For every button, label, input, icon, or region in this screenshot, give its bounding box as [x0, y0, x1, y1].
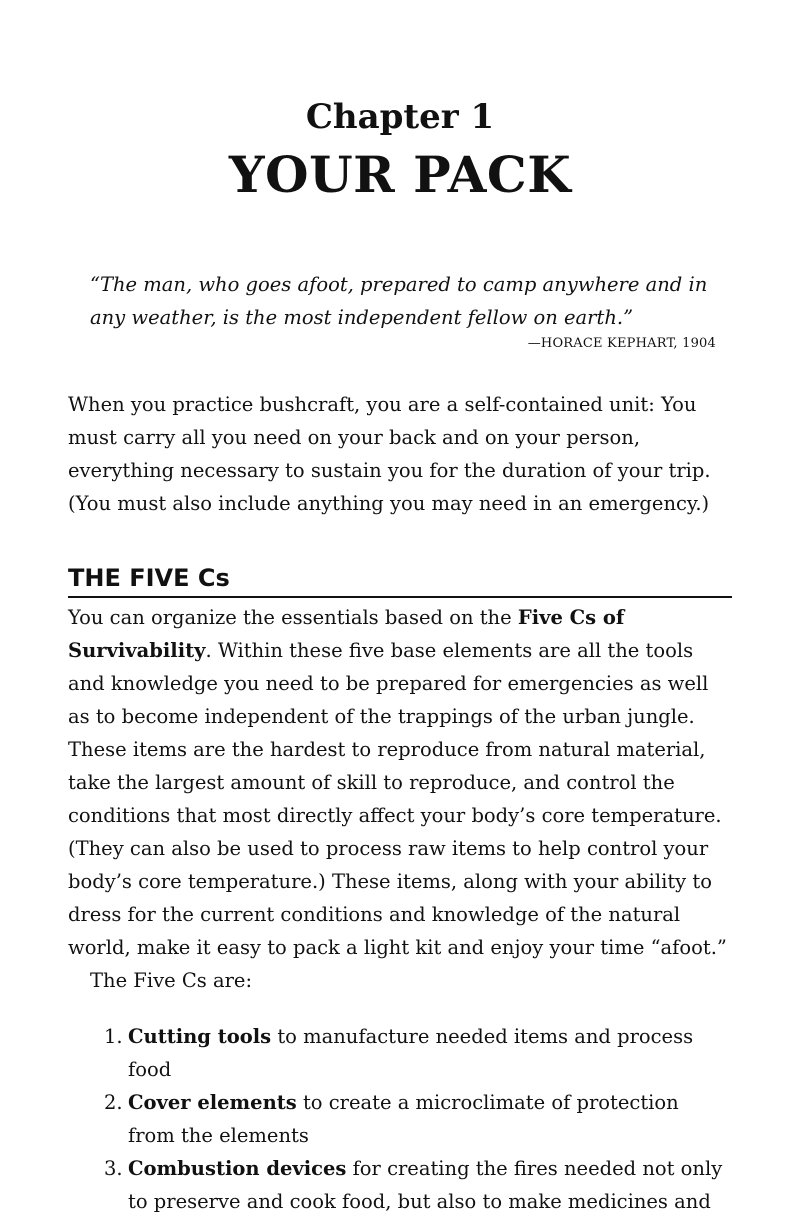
- list-item-number: 1.: [104, 1025, 123, 1048]
- list-item-text: to manufacture needed items and process food: [128, 1025, 694, 1081]
- epigraph-attribution: —HORACE KEPHART, 1904: [527, 336, 716, 351]
- body-paragraph-bold: Five Cs of Survivability: [68, 606, 625, 662]
- intro-paragraph: When you practice bushcraft, you are a self-contained unit: You must carry all you need on your back and on your person, everything necessary to sustain you for the duration of your trip. (You must also include anything you may need in an emergency.): [68, 393, 711, 515]
- section-heading: THE FIVE Cs: [68, 560, 732, 598]
- epigraph: [90, 268, 730, 354]
- list-lead-in: The Five Cs are:: [90, 969, 253, 992]
- body-paragraph: [68, 601, 734, 964]
- five-cs-list: [0, 1020, 800, 1218]
- list-item-text: to create a microclimate of protection from the elements: [128, 1091, 679, 1147]
- list-item-term: Combustion devices: [128, 1157, 347, 1180]
- list-item-term: Cutting tools: [128, 1025, 272, 1048]
- list-item-text: for creating the fires needed not only to preserve and cook food, but also to make medicines and: [128, 1157, 723, 1213]
- list-item-number: 3.: [104, 1157, 123, 1180]
- list-item-term: Cover elements: [128, 1091, 297, 1114]
- list-item: [0, 1152, 728, 1218]
- chapter-title: YOUR PACK: [228, 145, 572, 204]
- body-paragraph-start: You can organize the essentials based on the: [68, 606, 518, 629]
- list-item: [0, 1086, 728, 1152]
- list-item-number: 2.: [104, 1091, 123, 1114]
- epigraph-quote: “The man, who goes afoot, prepared to camp anywhere and in any weather, is the most independent fellow on earth.”: [90, 273, 708, 329]
- body-paragraph-rest: . Within these five base elements are all the tools and knowledge you need to be prepared for emergencies as well as to become independent of the trappings of the urban jungle. These items are the hardest to reproduce from natural material, take the largest amount of skill to reproduce, and control the conditions that most directly affect your body’s core temperature. (They can also be used to process raw items to help control your body’s core temperature.) These items, along with your ability to dress for the current conditions and knowledge of the natural world, make it easy to pack a light kit and enjoy your time “afoot.”: [68, 639, 727, 959]
- list-item: [0, 1020, 728, 1086]
- chapter-label: Chapter 1: [305, 97, 495, 137]
